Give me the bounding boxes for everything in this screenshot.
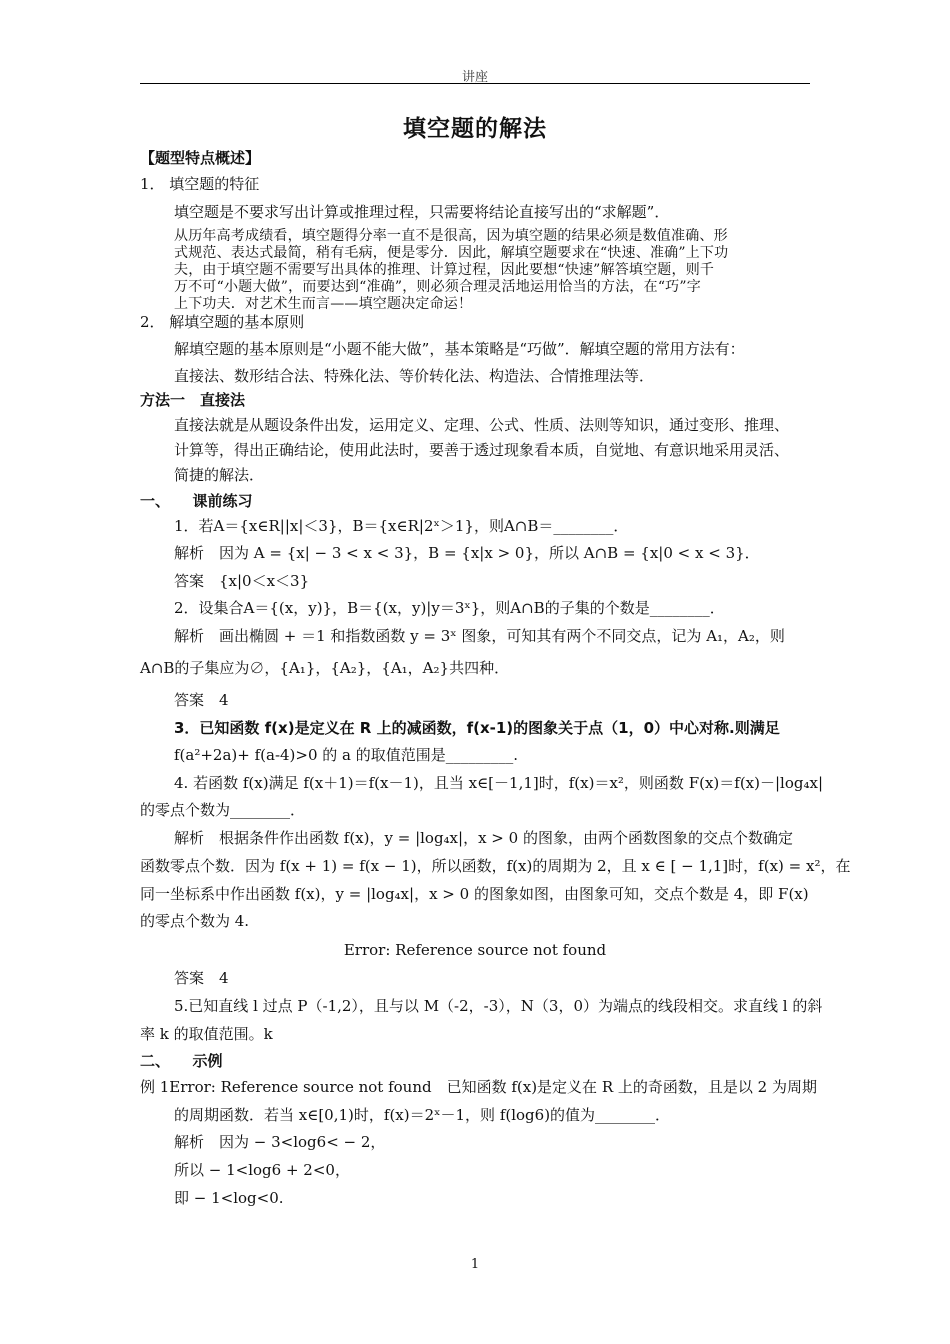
problem-5-cont: 率 k 的取值范围。k: [140, 1025, 273, 1043]
solution-2-cont: A∩B的子集应为∅，{A₁}，{A₂}，{A₁，A₂}共四种．: [140, 659, 510, 677]
answer-1: 答案 {x|0＜x＜3}: [174, 572, 310, 590]
paragraph-line: 解填空题的基本原则是“小题不能大做”，基本策略是“巧做”．解填空题的常用方法有：: [174, 340, 745, 358]
page-number: 1: [470, 1257, 480, 1272]
section-heading-examples: 二、 示例: [140, 1052, 223, 1070]
running-header: 讲座: [461, 70, 488, 85]
solution-4-cont: 的零点个数为 4.: [140, 912, 250, 930]
problem-2: 2．设集合A＝{(x，y)}，B＝{(x，y)|y＝3ˣ}，则A∩B的子集的个数是________．: [174, 599, 725, 617]
problem-3-cont: f(a²+2a)+ f(a-4)>0 的 a 的取值范围是_________.: [174, 746, 519, 764]
answer-4: 答案 4: [174, 969, 229, 987]
problem-1: 1．若A＝{x∈R||x|＜3}，B＝{x∈R|2ˣ＞1}，则A∩B＝________．: [174, 517, 629, 535]
example-1-cont: 的周期函数．若当 x∈[0,1)时，f(x)＝2ˣ－1，则 f(log6)的值为________．: [174, 1106, 671, 1124]
header-rule: [140, 83, 810, 84]
paragraph-line: 简捷的解法．: [174, 466, 265, 484]
solution-4: 解析 根据条件作出函数 f(x)，y = |log₄x|，x > 0 的图象，由两个函数图象的交点个数确定: [174, 829, 793, 847]
solution-4-cont: 同一坐标系中作出函数 f(x)，y = |log₄x|，x > 0 的图象如图，由图象可知，交点个数是 4，即 F(x): [140, 885, 809, 903]
example-1: 例 1Error: Reference source not found 已知函数 f(x)是定义在 R 上的奇函数，且是以 2 为周期: [140, 1078, 817, 1096]
solution-1: 解析 因为 A = {x| − 3 < x < 3}，B = {x|x > 0}，所以 A∩B = {x|0 < x < 3}．: [174, 544, 760, 562]
subheading-features: 1． 填空题的特征: [140, 175, 260, 193]
paragraph-line: 直接法就是从题设条件出发，运用定义、定理、公式、性质、法则等知识，通过变形、推理、: [174, 416, 790, 434]
paragraph-line: 计算等，得出正确结论，使用此法时，要善于透过现象看本质，自觉地、有意识地采用灵活、: [174, 441, 790, 459]
answer-2: 答案 4: [174, 691, 229, 709]
subheading-principles: 2． 解填空题的基本原则: [140, 313, 305, 331]
paragraph-line: 夫，由于填空题不需要写出具体的推理、计算过程，因此要想“快速”解答填空题，则千: [174, 262, 715, 278]
problem-5: 5.已知直线 l 过点 P（-1,2），且与以 M（-2，-3），N（3，0）为端点的线段相交。求直线 l 的斜: [174, 997, 823, 1015]
problem-4: 4. 若函数 f(x)满足 f(x＋1)＝f(x－1)，且当 x∈[－1,1]时，f(x)＝x²，则函数 F(x)＝f(x)－|log₄x|: [174, 774, 823, 792]
section-heading-practice: 一、 课前练习: [140, 492, 253, 510]
example-1-solution: 解析 因为 − 3<log6< − 2，: [174, 1133, 386, 1151]
section-heading-method-one: 方法一 直接法: [140, 391, 246, 409]
figure-reference-error: Error: Reference source not found: [343, 941, 607, 959]
paragraph-line: 从历年高考成绩看，填空题得分率一直不是很高，因为填空题的结果必须是数值准确、形: [174, 228, 728, 244]
paragraph-line: 万不可“小题大做”，而要达到“准确”，则必须合理灵活地运用恰当的方法，在“巧”字: [174, 279, 701, 295]
example-1-solution: 所以 − 1<log6 + 2<0，: [174, 1161, 350, 1179]
page-title: 填空题的解法: [403, 116, 547, 142]
paragraph-line: 直接法、数形结合法、特殊化法、等价转化法、构造法、合情推理法等．: [174, 367, 655, 385]
solution-2: 解析 画出椭圆 + ＝1 和指数函数 y = 3ˣ 图象，可知其有两个不同交点，记为 A₁，A₂，则: [174, 627, 785, 645]
example-1-solution: 即 − 1<log<0.: [174, 1189, 284, 1207]
paragraph-line: 填空题是不要求写出计算或推理过程，只需要将结论直接写出的“求解题”．: [174, 203, 670, 221]
paragraph-line: 式规范、表达式最简，稍有毛病，便是零分．因此，解填空题要求在“快速、准确”上下功: [174, 245, 729, 261]
section-heading-overview: 【题型特点概述】: [140, 149, 261, 167]
problem-3: 3．已知函数 f(x)是定义在 R 上的减函数，f(x-1)的图象关于点（1，0）中心对称.则满足: [174, 719, 780, 737]
solution-4-cont: 函数零点个数．因为 f(x + 1) = f(x − 1)，所以函数，f(x)的周期为 2，且 x ∈ [ − 1,1]时，f(x) = x²，在: [140, 857, 851, 875]
problem-4-cont: 的零点个数为________．: [140, 801, 306, 819]
paragraph-line: 上下功夫．对艺术生而言——填空题决定命运！: [174, 296, 473, 312]
